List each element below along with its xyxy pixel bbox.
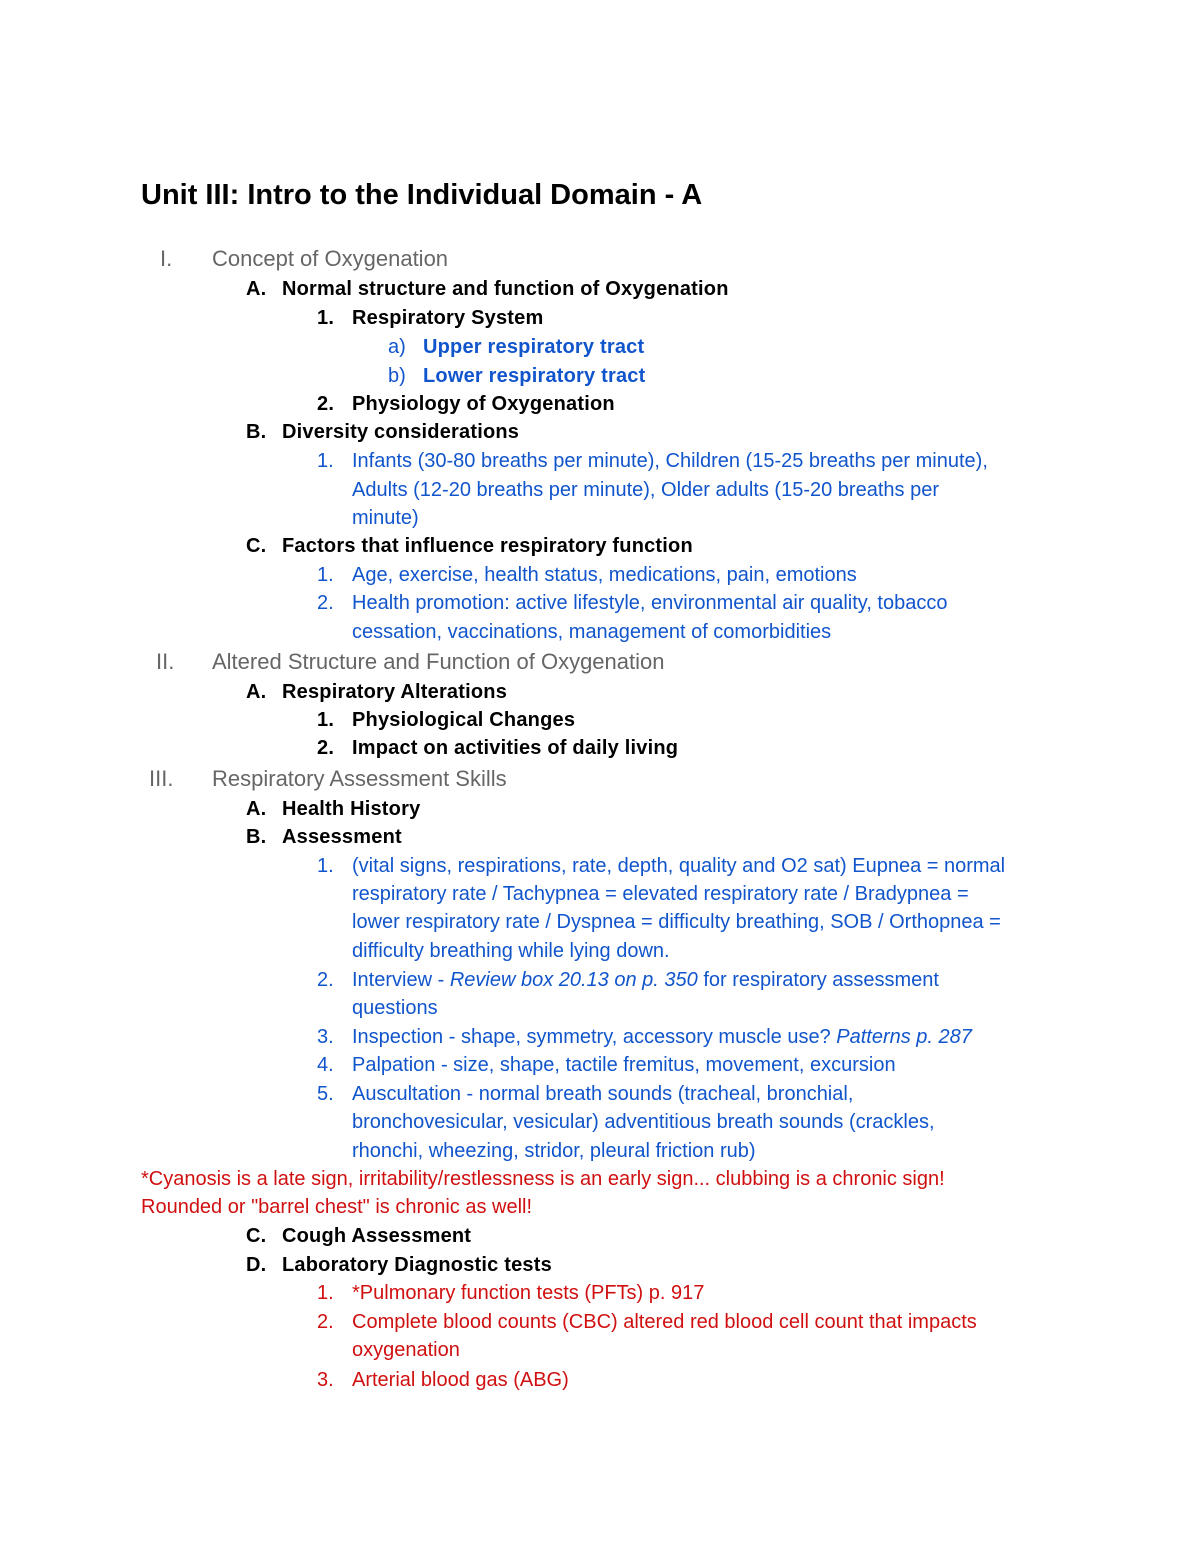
section-number: I.: [160, 246, 173, 271]
outline-text-line: difficulty breathing while lying down.: [352, 940, 670, 962]
outline-heading: Diversity considerations: [282, 421, 520, 443]
outline-number: 4.: [317, 1054, 334, 1076]
outline-text-line: Infants (30-80 breaths per minute), Children (15-25 breaths per minute),: [352, 450, 988, 472]
outline-number: 2.: [317, 969, 334, 991]
outline-text-line: (vital signs, respirations, rate, depth, quality and O2 sat) Eupnea = normal: [352, 855, 1006, 877]
text-run-italic: Patterns p. 287: [836, 1026, 972, 1048]
section-number: II.: [156, 649, 175, 674]
outline-number: 1.: [317, 1282, 334, 1304]
outline-letter: C.: [246, 1225, 267, 1247]
outline-number: 1.: [317, 307, 335, 329]
outline-text-line: Health promotion: active lifestyle, environmental air quality, tobacco: [352, 592, 948, 614]
outline-item: Respiratory System: [352, 307, 544, 329]
outline-number: 1.: [317, 564, 334, 586]
outline-heading: Cough Assessment: [282, 1225, 472, 1247]
outline-subitem: Lower respiratory tract: [423, 365, 646, 387]
outline-text-line: lower respiratory rate / Dyspnea = difficulty breathing, SOB / Orthopnea =: [352, 911, 1001, 933]
outline-text-line: [352, 968, 939, 992]
outline-letter: B.: [246, 826, 267, 848]
outline-item: Physiological Changes: [352, 709, 576, 731]
outline-text-line: rhonchi, wheezing, stridor, pleural friction rub): [352, 1140, 756, 1162]
text-run: for respiratory assessment: [697, 969, 939, 991]
outline-heading: Normal structure and function of Oxygenation: [282, 278, 729, 300]
outline-subitem: Upper respiratory tract: [423, 336, 645, 358]
outline-heading: Assessment: [282, 826, 402, 848]
outline-sub-letter: b): [388, 365, 406, 387]
outline-number: 2.: [317, 592, 334, 614]
outline-item: Impact on activities of daily living: [352, 737, 679, 759]
outline-letter: A.: [246, 798, 267, 820]
text-run: Inspection - shape, symmetry, accessory muscle use?: [352, 1026, 837, 1048]
outline-text-line: Age, exercise, health status, medications, pain, emotions: [352, 564, 857, 586]
outline-number: 3.: [317, 1369, 334, 1391]
outline-number: 1.: [317, 450, 334, 472]
outline-text-line: Palpation - size, shape, tactile fremitus, movement, excursion: [352, 1054, 896, 1076]
outline-number: 2.: [317, 393, 335, 415]
outline-heading: Respiratory Alterations: [282, 681, 508, 703]
outline-number: 1.: [317, 709, 335, 731]
page-title: Unit III: Intro to the Individual Domain - A: [141, 179, 703, 211]
outline-text-line: Auscultation - normal breath sounds (tracheal, bronchial,: [352, 1083, 854, 1105]
outline-text-line: Complete blood counts (CBC) altered red blood cell count that impacts: [352, 1311, 977, 1333]
outline-text-line: questions: [352, 997, 438, 1019]
outline-number: 5.: [317, 1083, 334, 1105]
text-run: Interview -: [352, 969, 450, 991]
outline-number: 1.: [317, 855, 334, 877]
outline-text-line: bronchovesicular, vesicular) adventitious breath sounds (crackles,: [352, 1111, 935, 1133]
section-number: III.: [149, 766, 174, 791]
outline-number: 2.: [317, 737, 335, 759]
section-heading: Respiratory Assessment Skills: [212, 766, 507, 791]
outline-text-line: minute): [352, 507, 419, 529]
outline-number: 3.: [317, 1026, 334, 1048]
outline-text-line: oxygenation: [352, 1339, 460, 1361]
outline-heading: Health History: [282, 798, 421, 820]
outline-letter: A.: [246, 681, 267, 703]
outline-letter: D.: [246, 1254, 267, 1276]
outline-text-line: respiratory rate / Tachypnea = elevated respiratory rate / Bradypnea =: [352, 883, 969, 905]
outline-letter: A.: [246, 278, 267, 300]
outline-letter: B.: [246, 421, 267, 443]
note-line: Rounded or "barrel chest" is chronic as well!: [141, 1196, 533, 1218]
section-heading: Concept of Oxygenation: [212, 246, 449, 271]
outline-text-line: cessation, vaccinations, management of comorbidities: [352, 621, 832, 643]
outline-heading: Laboratory Diagnostic tests: [282, 1254, 552, 1276]
outline-text-line: Adults (12-20 breaths per minute), Older adults (15-20 breaths per: [352, 479, 939, 501]
section-heading: Altered Structure and Function of Oxygenation: [212, 649, 665, 674]
note-line: *Cyanosis is a late sign, irritability/restlessness is an early sign... clubbing is a chronic sign!: [141, 1168, 945, 1190]
outline-heading: Factors that influence respiratory function: [282, 535, 693, 557]
outline-text-line: Arterial blood gas (ABG): [352, 1369, 569, 1391]
outline-sub-letter: a): [388, 336, 406, 358]
outline-text-line: [352, 1025, 972, 1049]
outline-text-line: *Pulmonary function tests (PFTs) p. 917: [352, 1282, 705, 1304]
text-run-italic: Review box 20.13 on p. 350: [449, 969, 698, 991]
outline-letter: C.: [246, 535, 267, 557]
outline-number: 2.: [317, 1311, 334, 1333]
outline-item: Physiology of Oxygenation: [352, 393, 615, 415]
